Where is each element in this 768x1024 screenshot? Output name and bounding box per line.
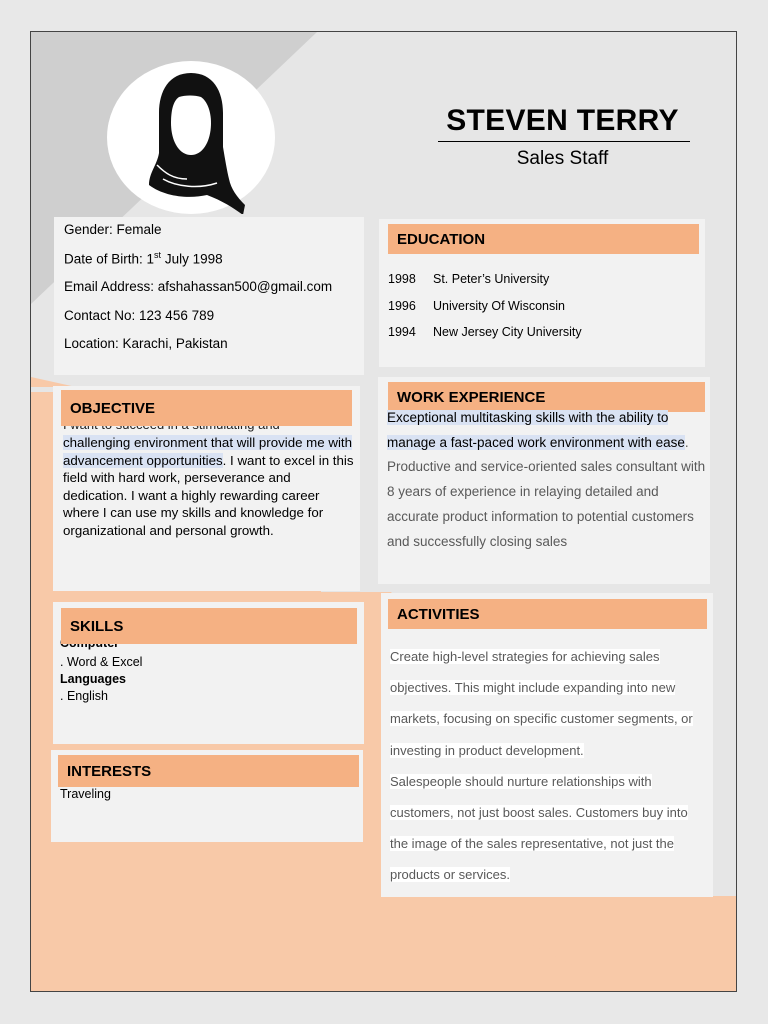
candidate-role: Sales Staff	[516, 148, 609, 169]
location-field: Location: Karachi, Pakistan	[64, 336, 228, 351]
activities-line: the image of the sales representative, not just the	[390, 836, 675, 852]
dob-sup: st	[154, 250, 162, 260]
resume-page	[30, 31, 737, 992]
interests-item: Traveling	[60, 787, 111, 801]
candidate-name: STEVEN TERRY	[446, 104, 679, 137]
skills-header: SKILLS	[61, 608, 357, 644]
gender-field: Gender: Female	[64, 222, 162, 237]
education-row	[388, 299, 565, 313]
work-rest: . Productive and service-oriented sales consultant with 8 years of experience in relaying detailed and accurate product information to potential customers and successfully closing sales	[387, 434, 706, 549]
work-experience-text	[387, 406, 707, 554]
activities-line: Salespeople should nurture relationships with	[390, 773, 652, 789]
objective-header: OBJECTIVE	[61, 390, 352, 426]
education-row	[388, 272, 549, 286]
hijab-silhouette-icon	[107, 61, 275, 214]
dob-suffix: July 1998	[161, 251, 223, 267]
education-school: New Jersey City University	[433, 325, 582, 339]
education-school: University Of Wisconsin	[433, 299, 565, 313]
objective-text	[63, 434, 355, 539]
education-year: 1996	[388, 299, 416, 313]
activities-line: objectives. This might include expanding into new	[390, 680, 676, 696]
objective-highlighted: challenging environment that will provide me with advancement opportunities	[63, 435, 352, 468]
activities-line: products or services.	[390, 867, 510, 883]
objective-rest: . I want to excel in this field with hard work, perseverance and dedication. I want a highly rewarding career where I can use my skills and knowledge for organizational and personal growth.	[63, 452, 354, 538]
skills-languages-heading: Languages	[60, 672, 126, 686]
interests-header: INTERESTS	[58, 755, 359, 787]
education-header: EDUCATION	[388, 224, 699, 254]
education-school: St. Peter’s University	[433, 272, 550, 286]
profile-avatar	[107, 61, 275, 214]
activities-line: Create high-level strategies for achieving sales	[390, 649, 660, 664]
email-field: Email Address: afshahassan500@gmail.com	[64, 279, 333, 294]
personal-info-card	[54, 217, 364, 375]
education-year: 1994	[388, 325, 416, 339]
work-highlighted: Exceptional multitasking skills with the ability to manage a fast-paced work environment with ease	[387, 410, 685, 450]
activities-line: markets, focusing on specific customer segments, or	[390, 711, 693, 727]
activities-text	[390, 641, 710, 891]
dob-prefix: Date of Birth: 1	[64, 251, 155, 267]
contact-field: Contact No: 123 456 789	[64, 308, 215, 323]
activities-line: investing in product development.	[390, 742, 584, 758]
name-divider	[438, 141, 690, 142]
education-row	[388, 325, 582, 339]
activities-line: customers, not just boost sales. Customers buy into	[390, 805, 688, 821]
dob-field	[64, 250, 223, 267]
activities-header: ACTIVITIES	[388, 599, 707, 629]
skills-item: . English	[60, 689, 108, 703]
skills-item: . Word & Excel	[60, 655, 143, 669]
work-experience-header: WORK EXPERIENCE	[388, 382, 705, 412]
education-year: 1998	[388, 272, 416, 286]
